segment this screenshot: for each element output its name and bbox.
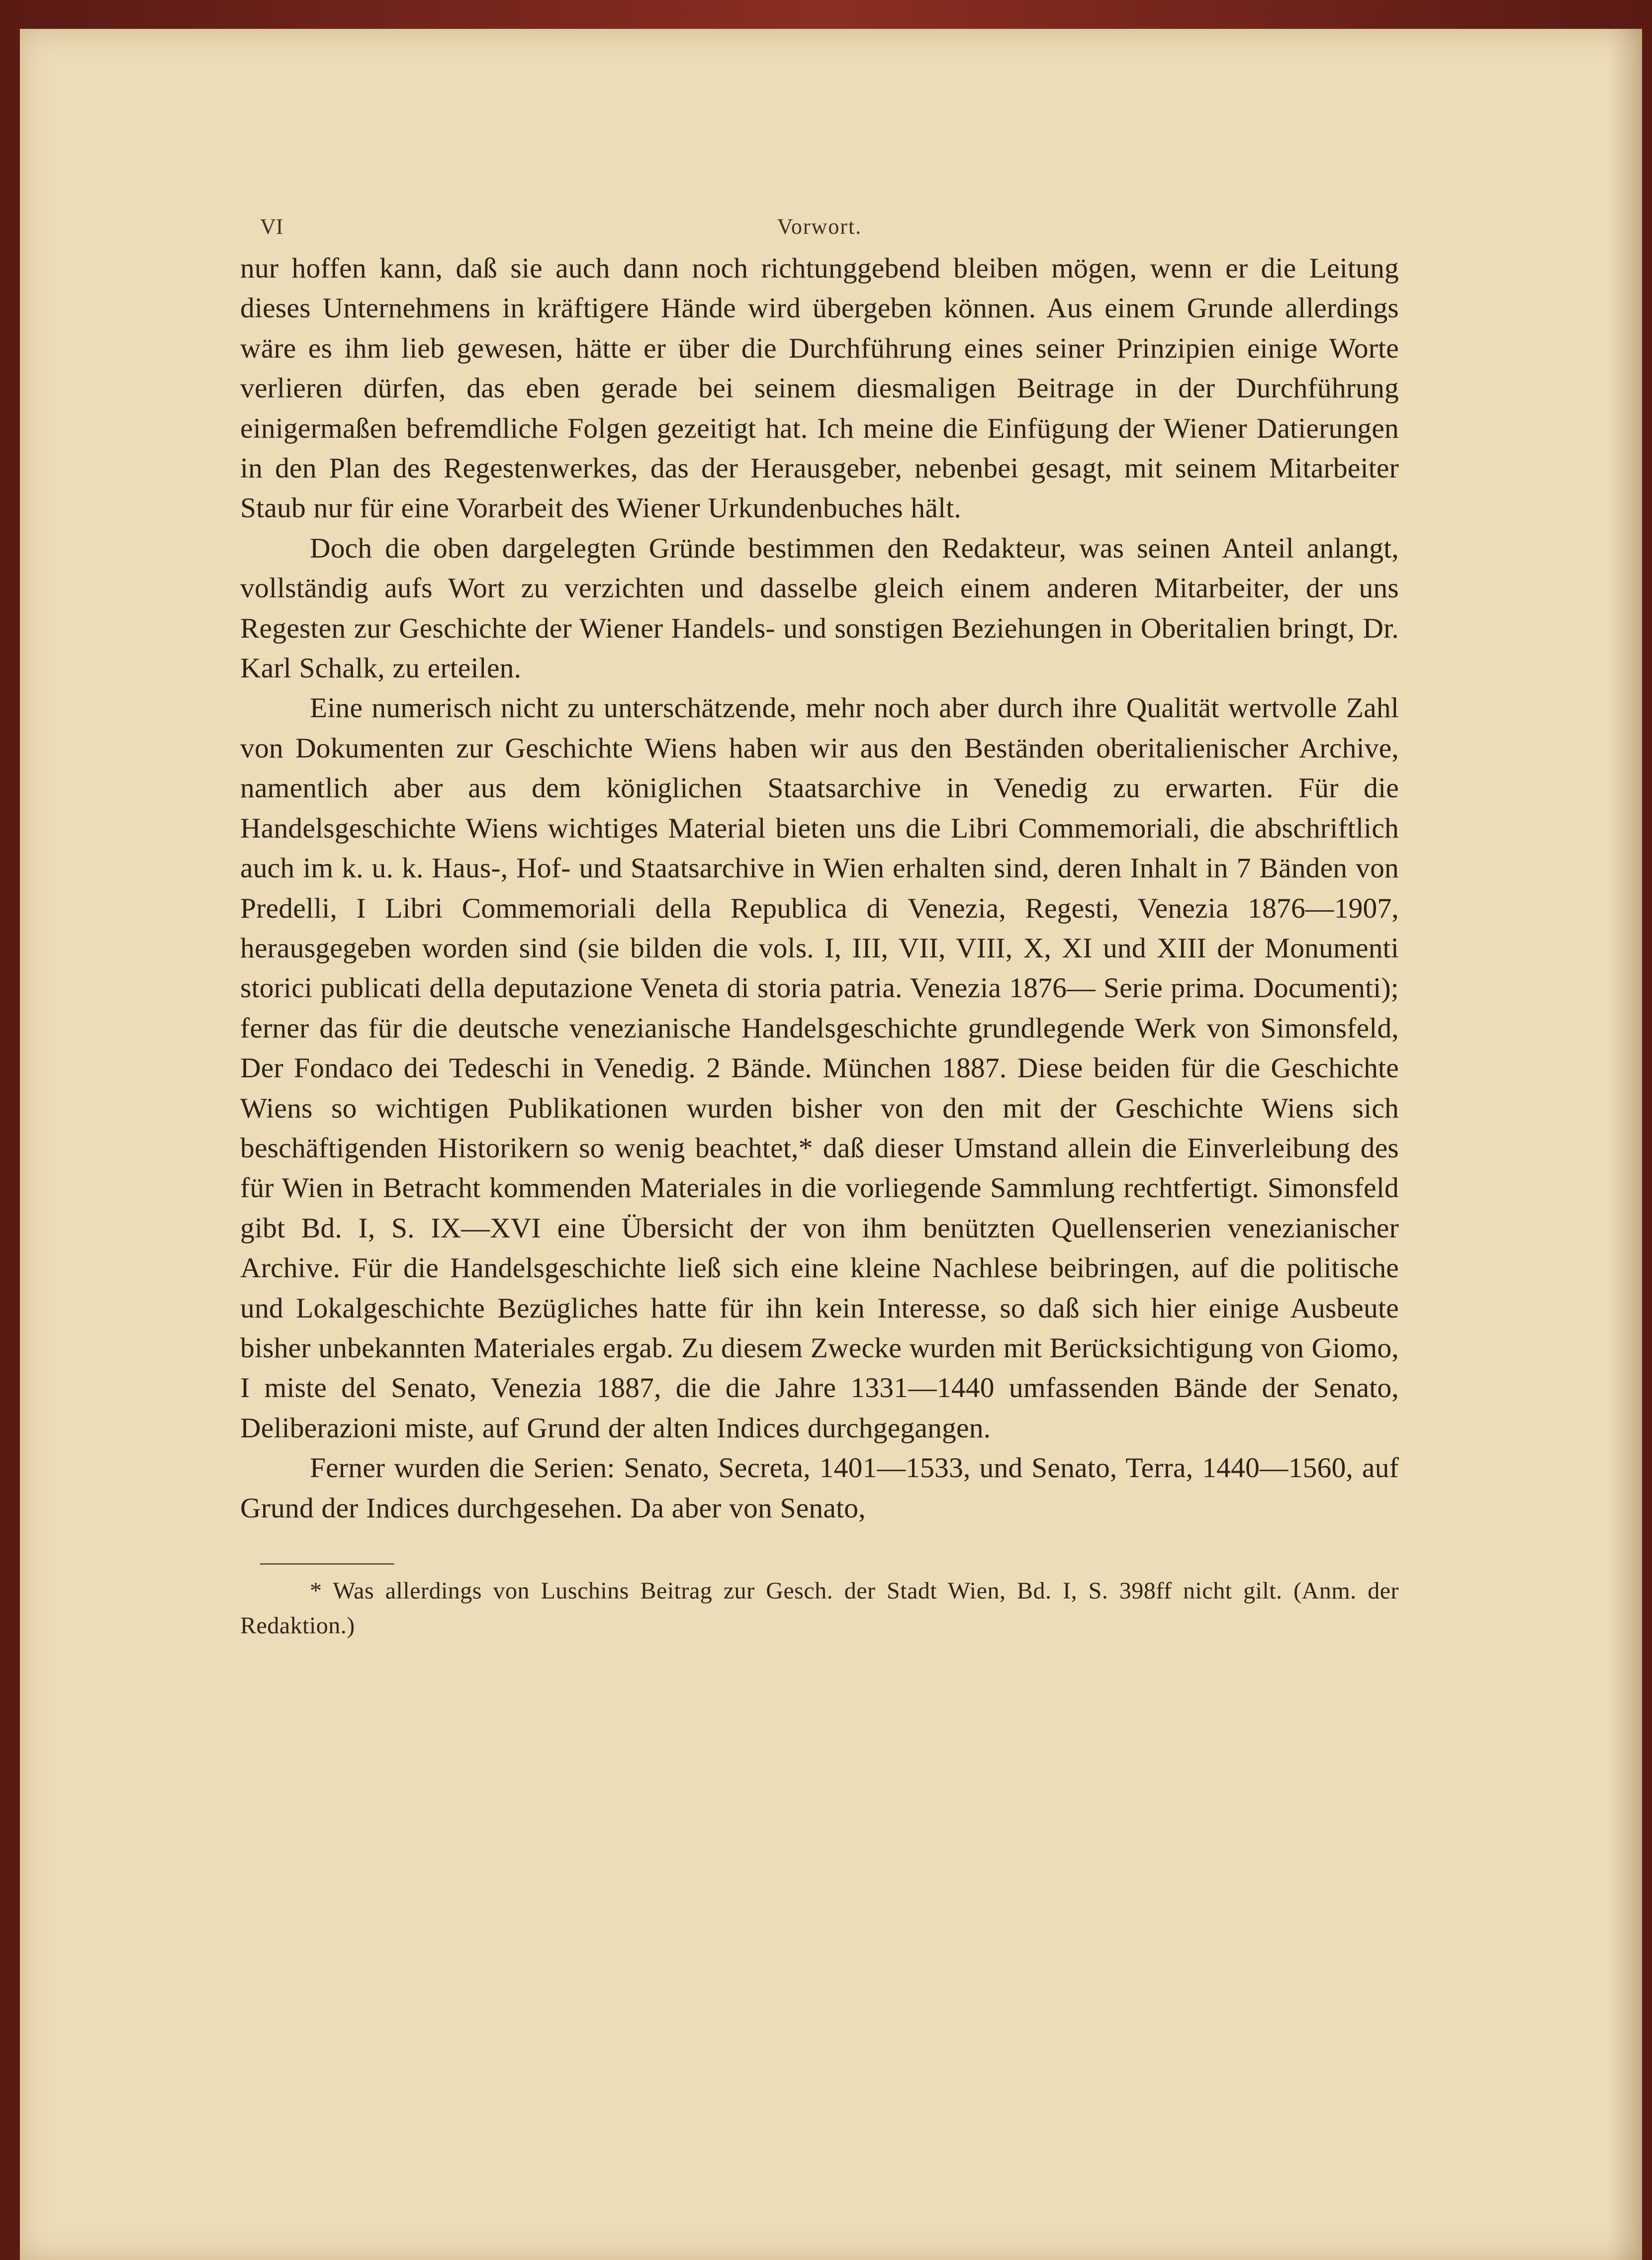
footnote: [240, 1574, 1399, 1643]
page-content: [240, 209, 1399, 1643]
paragraph-1: nur hoffen kann, daß sie auch dann noch richtunggebend bleiben mögen, wenn er die Leitung dieses Unternehmens in kräftigere Hände wird übergeben können. Aus einem Grunde allerdings wäre es ihm lieb gewesen, hätte er über die Durchführung eines seiner Prinzipien einige Worte verlieren dürfen, das eben gerade bei seinem diesmaligen Beitrage in der Durchführung einigermaßen befremdliche Folgen gezeitigt hat. Ich meine die Einfügung der Wiener Datierungen in den Plan des Regestenwerkes, das der Herausgeber, nebenbei gesagt, mit seinem Mitarbeiter Staub nur für eine Vorarbeit des Wiener Urkundenbuches hält.: [240, 253, 1399, 524]
running-title: Vorwort.: [777, 214, 862, 239]
page-number: VI: [260, 214, 283, 239]
body-text: [240, 249, 1399, 1528]
footnote-divider: [260, 1563, 394, 1565]
page-gutter-shadow: [1607, 29, 1642, 2260]
footnote-text: * Was allerdings von Luschins Beitrag zur Gesch. der Stadt Wien, Bd. I, S. 398ff nicht gilt. (Anm. der Redaktion.): [240, 1578, 1399, 1639]
running-head: [240, 209, 1399, 244]
paragraph-2: Doch die oben dargelegten Gründe bestimmen den Redakteur, was seinen Anteil anlangt, vollständig aufs Wort zu verzichten und dasselbe gleich einem anderen Mitarbeiter, der uns Regesten zur Geschichte der Wiener Handels- und sonstigen Beziehungen in Oberitalien bringt, Dr. Karl Schalk, zu erteilen.: [240, 532, 1399, 684]
paragraph-4: Ferner wurden die Serien: Senato, Secreta, 1401—1533, und Senato, Terra, 1440—1560, auf Grund der Indices durchgesehen. Da aber von Senato,: [240, 1452, 1399, 1524]
paragraph-3: Eine numerisch nicht zu unterschätzende, mehr noch aber durch ihre Qualität wertvolle Zahl von Dokumenten zur Geschichte Wiens haben wir aus den Beständen oberitalienischer Archive, namentlich aber aus dem königlichen Staatsarchive in Venedig zu erwarten. Für die Handelsgeschichte Wiens wichtiges Material bieten uns die Libri Commemoriali, die abschriftlich auch im k. u. k. Haus-, Hof- und Staatsarchive in Wien erhalten sind, deren Inhalt in 7 Bänden von Predelli, I Libri Commemoriali della Republica di Venezia, Regesti, Venezia 1876—1907, herausgegeben worden sind (sie bilden die vols. I, III, VII, VIII, X, XI und XIII der Monumenti storici publicati della deputazione Veneta di storia patria. Venezia 1876— Serie prima. Documenti); ferner das für die deutsche venezianische Handelsgeschichte grundlegende Werk von Simonsfeld, Der Fondaco dei Tedeschi in Venedig. 2 Bände. München 1887. Diese beiden für die Geschichte Wiens so wichtigen Publikationen wurden bisher von den mit der Geschichte Wiens sich beschäftigenden Historikern so wenig beachtet,* daß dieser Umstand allein die Einverleibung des für Wien in Betracht kommenden Materiales in die vorliegende Sammlung rechtfertigt. Simonsfeld gibt Bd. I, S. IX—XVI eine Übersicht der von ihm benützten Quellenserien venezianischer Archive. Für die Handelsgeschichte ließ sich eine kleine Nachlese beibringen, auf die politische und Lokalgeschichte Bezügliches hatte für ihn kein Interesse, so daß sich hier einige Ausbeute bisher unbekannten Materiales ergab. Zu diesem Zwecke wurden mit Berücksichtigung von Giomo, I miste del Senato, Venezia 1887, die die Jahre 1331—1440 umfassenden Bände der Senato, Deliberazioni miste, auf Grund der alten Indices durchgegangen.: [240, 692, 1399, 1444]
